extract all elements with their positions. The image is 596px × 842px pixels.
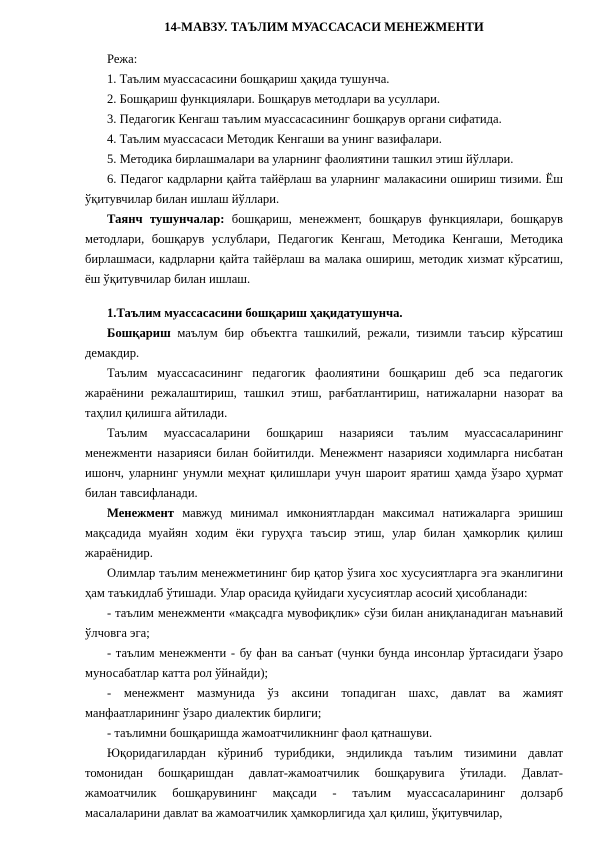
body-paragraph-6: Юқоридагилардан кўриниб турибдики, эндиликда таълим тизимини давлат томонидан бошқаришдан давлат-жамоатчилик бошқарувига ўтилади. Давлат-жамоатчилик бошқарувининг мақсади - таълим муассасаларининг долзарб масалаларини давлат ва жамоатчилик ҳамкорлигида ҳал қилиш, ўқитувчилар, <box>85 746 563 820</box>
definition-management-paragraph <box>85 323 563 363</box>
keywords-paragraph <box>85 209 563 289</box>
plan-item-3: 3. Педагогик Кенгаш таълим муассасасининг бошқарув органи сифатида. <box>107 112 502 126</box>
plan-item-4: 4. Таълим муассасаси Методик Кенгаши ва унинг вазифалари. <box>107 132 442 146</box>
plan-item-1: 1. Таълим муассасасини бошқариш ҳақида тушунча. <box>107 72 390 86</box>
plan-item-6: 6. Педагог кадрларни қайта тайёрлаш ва уларнинг малакасини ошириш тизими. Ёш ўқитувчилар билан ишлаш йўллари. <box>85 172 563 206</box>
section-heading: 1.Таълим муассасасини бошқариш ҳақидатушунча. <box>107 306 403 320</box>
keywords-text: бошқариш, менежмент, бошқарув функциялари, бошқарув методлари, бошқарув услублари, Педагогик Кенгаш, Методика Кенгаши, Методика бирлашмаси, кадрларни қайта тайёрлаш ва малака ошириш, методик хизмат кўрсатиш, ёш ўқитувчилар билан ишлаш. <box>85 212 563 286</box>
term-menejment: Менежмент <box>107 506 174 520</box>
definition-menejment-paragraph <box>85 503 563 563</box>
bullet-item-1: - таълим менежменти «мақсадга мувофиқлик» сўзи билан аниқланадиган маънавий ўлчовга эга; <box>85 606 563 640</box>
page-title: 14-МАВЗУ. ТАЪЛИМ МУАССАСАСИ МЕНЕЖМЕНТИ <box>164 20 484 34</box>
bullet-item-4: - таълимни бошқаришда жамоатчиликнинг фаол қатнашуви. <box>107 726 433 740</box>
menejment-text: мавжуд минимал имкониятлардан максимал натижаларга эришиш мақсадида муайян ходим ёки гуруҳга таъсир этиш, улар билан ҳамкорлик қилиш жараёнидир. <box>85 506 563 560</box>
body-paragraph-5: Олимлар таълим менежметининг бир қатор ўзига хос хусусиятларга эга эканлигини ҳам таъкидлаб ўтишади. Улар орасида қуйидаги хусусиятлар асосий ҳисобланади: <box>85 566 563 600</box>
body-paragraph-2: Таълим муассасасининг педагогик фаолиятини бошқариш деб эса педагогик жараёнини режалаштириш, ташкил этиш, рағбатлантириш, натижаларни назорат ва таҳлил қилишга айтилади. <box>85 366 563 420</box>
plan-heading: Режа: <box>107 52 138 66</box>
body-paragraph-3: Таълим муассасаларини бошқариш назарияси таълим муассасаларининг менежменти назарияси билан бойитилди. Менежмент назарияси ходимларга нисбатан ишонч, уларнинг унумли меҳнат қилишлари учун шароит яратиш ҳамда ўзаро ҳурмат билан тавсифланади. <box>85 426 563 500</box>
term-boshqarish: Бошқариш <box>107 326 171 340</box>
keywords-label: Таянч тушунчалар: <box>107 212 225 226</box>
plan-item-2: 2. Бошқариш функциялари. Бошқарув методлари ва усуллари. <box>107 92 440 106</box>
document-page <box>85 20 563 823</box>
bullet-item-3: - менежмент мазмунида ўз аксини топадиган шахс, давлат ва жамият манфаатларининг ўзаро диалектик бирлиги; <box>85 686 563 720</box>
definition-text: маълум бир объектга ташкилий, режали, тизимли таъсир кўрсатиш демакдир. <box>85 326 563 360</box>
bullet-item-2: - таълим менежменти - бу фан ва санъат (чунки бунда инсонлар ўртасидаги ўзаро муносабатлар катта рол ўйнайди); <box>85 646 563 680</box>
plan-item-5: 5. Методика бирлашмалари ва уларнинг фаолиятини ташкил этиш йўллари. <box>107 152 514 166</box>
